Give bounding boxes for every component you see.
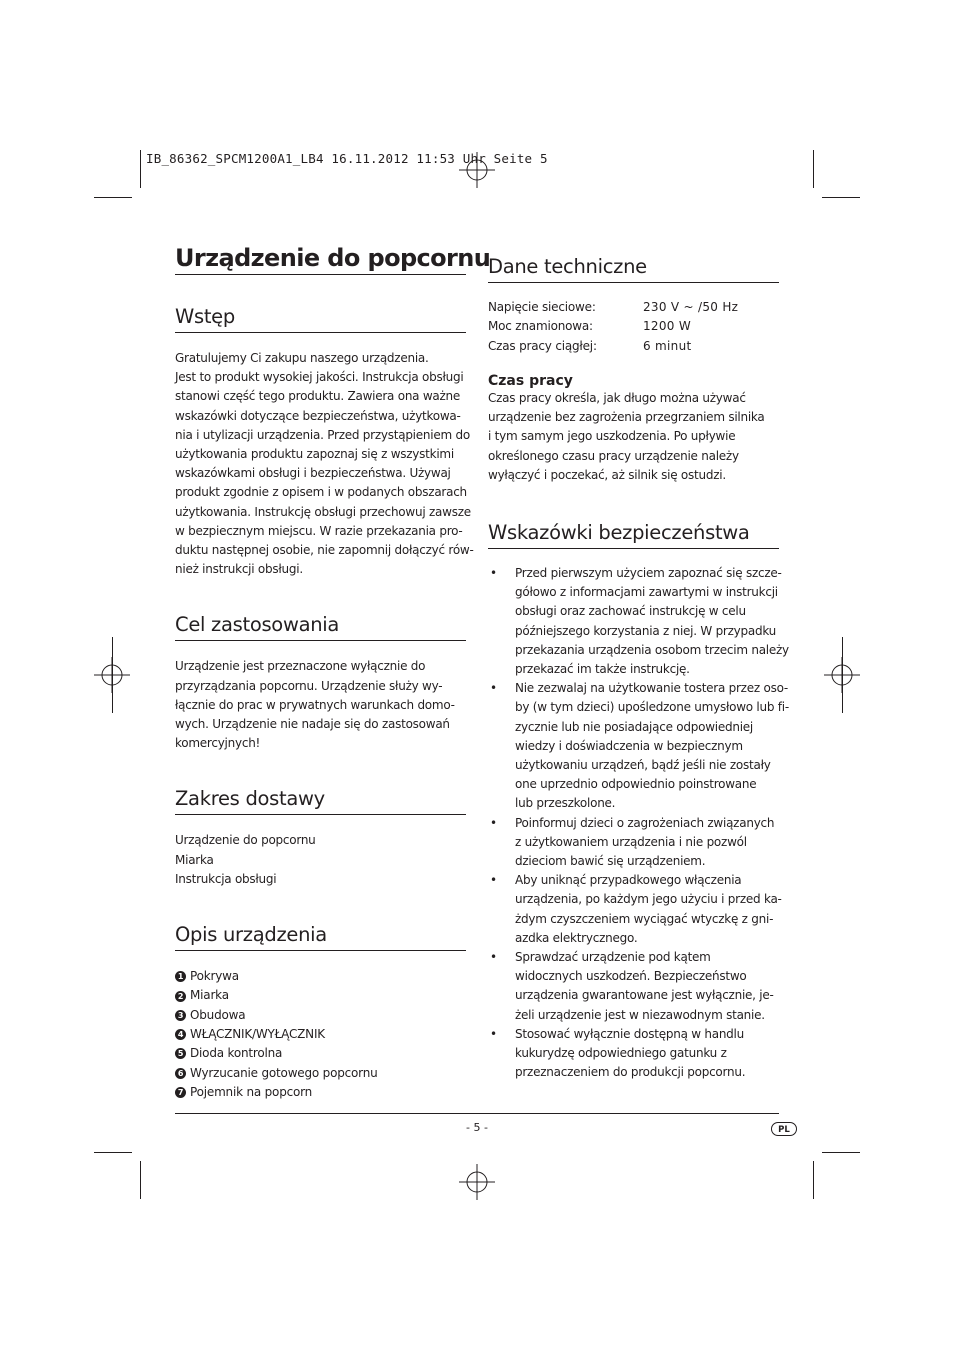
- item-label: Pojemnik na popcorn: [190, 1084, 313, 1099]
- text-line: zycznie lub nie posiadające odpowiedniej: [515, 719, 754, 734]
- cel-text: [175, 657, 466, 753]
- list-item: [488, 564, 789, 679]
- text-line: kukurydzę odpowiedniego gatunku z: [515, 1045, 727, 1060]
- wstep-text: [175, 349, 474, 579]
- text-line: Nie zezwalaj na użytkowanie tostera przez oso-: [515, 681, 788, 696]
- list-item: Miarka: [175, 852, 214, 867]
- right-column: [488, 244, 789, 1082]
- list-item: [488, 871, 782, 948]
- number-badge: 2: [175, 991, 186, 1002]
- text-line: Stosować wyłącznie dostępną w handlu: [515, 1026, 744, 1041]
- text-line: Urządzenie jest przeznaczone wyłącznie do: [175, 659, 426, 674]
- text-line: urządzenie bez zagrożenia przegrzaniem silnika: [488, 410, 765, 425]
- text-line: urządzenia, po każdym jego użyciu i przed ka-: [515, 892, 782, 907]
- item-label: Dioda kontrolna: [190, 1046, 283, 1061]
- spec-label: Czas pracy ciągłej:: [488, 338, 597, 353]
- crop-mark: [94, 197, 132, 198]
- list-item: Instrukcja obsługi: [175, 871, 277, 886]
- text-line: i tym samym jego uszkodzenia. Po upływie: [488, 429, 736, 444]
- footer-divider: [175, 1113, 779, 1114]
- bullet-icon: •: [490, 873, 498, 888]
- crop-mark: [822, 197, 860, 198]
- text-line: przyrządzania popcornu. Urządzenie służy wy-: [175, 678, 443, 693]
- list-item: [488, 679, 789, 813]
- text-line: lub przeszkolone.: [515, 796, 616, 811]
- list-item: Urządzenie do popcornu: [175, 833, 316, 848]
- spec-row: [488, 317, 779, 336]
- spec-table: [488, 298, 779, 356]
- spec-row: [488, 337, 779, 356]
- text-line: żeli urządzenie jest w niezawodnym stanie.: [515, 1007, 765, 1022]
- section-heading-dane: Dane techniczne: [488, 255, 779, 283]
- item-label: Miarka: [190, 988, 229, 1003]
- bullet-icon: •: [490, 565, 498, 580]
- text-line: Poinformuj dzieci o zagrożeniach związanych: [515, 815, 775, 830]
- text-line: one uprzednio odpowiednio poinstrowane: [515, 777, 757, 792]
- list-item: [175, 1083, 466, 1102]
- print-slug: IB_86362_SPCM1200A1_LB4 16.11.2012 11:53 Uhr Seite 5: [146, 151, 548, 166]
- text-line: produkt zgodnie z opisem i w podanych obszarach: [175, 485, 467, 500]
- left-column: [175, 244, 491, 1102]
- text-line: wych. Urządzenie nie nadaje się do zastosowań: [175, 717, 450, 732]
- crop-mark: [813, 1161, 814, 1199]
- spec-value: 230 V ~ /50 Hz: [643, 300, 739, 314]
- text-line: Jest to produkt wysokiej jakości. Instrukcja obsługi: [175, 370, 464, 385]
- list-item: [175, 1006, 466, 1025]
- section-heading-cel: Cel zastosowania: [175, 613, 466, 641]
- language-badge: PL: [771, 1122, 797, 1136]
- text-line: użytkowaniu urządzeń, bądź jeśli nie zostały: [515, 757, 771, 772]
- registration-mark-icon: [459, 1164, 495, 1200]
- registration-mark-icon: [459, 152, 495, 188]
- opis-list: [175, 967, 466, 1102]
- text-line: łącznie do prac w prywatnych warunkach domo-: [175, 697, 455, 712]
- text-line: późniejszego korzystania z niej. W przypadku: [515, 623, 777, 638]
- text-line: gółowo z informacjami zawartymi w instrukcji: [515, 585, 778, 600]
- number-badge: 5: [175, 1048, 186, 1059]
- text-line: Gratulujemy Ci zakupu naszego urządzenia.: [175, 351, 429, 365]
- text-line: określonego czasu pracy urządzenie należy: [488, 448, 739, 463]
- crop-mark: [842, 637, 843, 713]
- section-heading-wstep: Wstęp: [175, 305, 466, 333]
- spec-value: 6 minut: [643, 338, 692, 353]
- text-line: obsługi oraz zachować instrukcję w celu: [515, 604, 746, 619]
- list-item: [175, 1064, 466, 1083]
- page-title: Urządzenie do popcornu: [175, 244, 466, 275]
- text-line: wskazówki dotyczące bezpieczeństwa, użytkowa-: [175, 408, 461, 423]
- crop-mark: [112, 637, 113, 713]
- text-line: dzieciom bawić się urządzeniem.: [515, 853, 706, 868]
- text-line: by (w tym dzieci) upośledzone umysłowo lub fi-: [515, 700, 789, 715]
- bullet-icon: •: [490, 1026, 498, 1041]
- text-line: z użytkowaniem urządzenia i nie pozwól: [515, 834, 747, 849]
- item-label: Obudowa: [190, 1007, 246, 1022]
- text-line: przekazania urządzenia osobom trzecim należy: [515, 642, 789, 657]
- crop-mark: [94, 1152, 132, 1153]
- crop-mark: [813, 150, 814, 188]
- crop-mark: [140, 1161, 141, 1199]
- section-heading-opis: Opis urządzenia: [175, 923, 466, 951]
- safety-list: [488, 564, 789, 1082]
- spec-value: 1200 W: [643, 319, 692, 334]
- item-label: Pokrywa: [190, 969, 239, 984]
- bullet-icon: •: [490, 949, 498, 964]
- list-item: [488, 1025, 779, 1083]
- spec-label: Moc znamionowa:: [488, 319, 593, 334]
- bullet-icon: •: [490, 815, 498, 830]
- list-item: [175, 1044, 466, 1063]
- section-heading-wskazowki: Wskazówki bezpieczeństwa: [488, 521, 779, 549]
- number-badge: 6: [175, 1068, 186, 1079]
- text-line: wyłączyć i poczekać, aż silnik się ostudzi.: [488, 467, 726, 482]
- page-number: - 5 -: [466, 1121, 488, 1134]
- text-line: przekazać im także instrukcję.: [515, 661, 690, 676]
- number-badge: 4: [175, 1029, 186, 1040]
- text-line: stanowi część tego produktu. Zawiera ona ważne: [175, 389, 461, 404]
- text-line: przeznaczeniem do produkcji popcornu.: [515, 1065, 746, 1080]
- section-heading-zakres: Zakres dostawy: [175, 787, 466, 815]
- number-badge: 3: [175, 1010, 186, 1021]
- bullet-icon: •: [490, 681, 498, 696]
- list-item: [175, 967, 466, 986]
- zakres-list: [175, 831, 466, 889]
- list-item: [488, 948, 779, 1025]
- text-line: duktu następnej osobie, nie zapomnij dołączyć rów-: [175, 543, 474, 558]
- text-line: Aby uniknąć przypadkowego włączenia: [515, 873, 742, 888]
- crop-mark: [822, 1152, 860, 1153]
- text-line: nież instrukcji obsługi.: [175, 562, 303, 577]
- text-line: widocznych uszkodzeń. Bezpieczeństwo: [515, 969, 747, 984]
- text-line: w bezpiecznym miejscu. W razie przekazania pro-: [175, 523, 463, 538]
- czas-pracy-text: [488, 389, 779, 485]
- text-line: nia i utylizacji urządzenia. Przed przystąpieniem do: [175, 427, 470, 442]
- text-line: urządzenia gwarantowane jest wyłącznie, je-: [515, 988, 774, 1003]
- text-line: Czas pracy określa, jak długo można używać: [488, 390, 746, 405]
- item-label: Wyrzucanie gotowego popcornu: [190, 1065, 378, 1080]
- number-badge: 1: [175, 971, 186, 982]
- text-line: użytkowania produktu zapoznaj się z wszystkimi: [175, 447, 454, 462]
- spec-row: [488, 298, 779, 317]
- text-line: azdka elektrycznego.: [515, 930, 638, 945]
- list-item: [175, 1025, 466, 1044]
- list-item: [175, 986, 466, 1005]
- text-line: wiedzy i doświadczenia w bezpiecznym: [515, 738, 743, 753]
- spec-label: Napięcie sieciowe:: [488, 300, 596, 314]
- text-line: żdym czyszczeniem wyciągać wtyczkę z gni-: [515, 911, 774, 926]
- text-line: komercyjnych!: [175, 736, 261, 751]
- list-item: [488, 814, 779, 872]
- item-label: WŁĄCZNIK/WYŁĄCZNIK: [190, 1026, 325, 1041]
- text-line: użytkowania. Instrukcję obsługi przechowuj zawsze: [175, 504, 471, 519]
- subheading-czas-pracy: Czas pracy: [488, 372, 573, 389]
- crop-mark: [140, 150, 141, 188]
- text-line: wskazówkami obsługi i bezpieczeństwa. Używaj: [175, 466, 451, 481]
- text-line: Sprawdzać urządzenie pod kątem: [515, 949, 711, 964]
- number-badge: 7: [175, 1087, 186, 1098]
- text-line: Przed pierwszym użyciem zapoznać się szcze-: [515, 565, 782, 580]
